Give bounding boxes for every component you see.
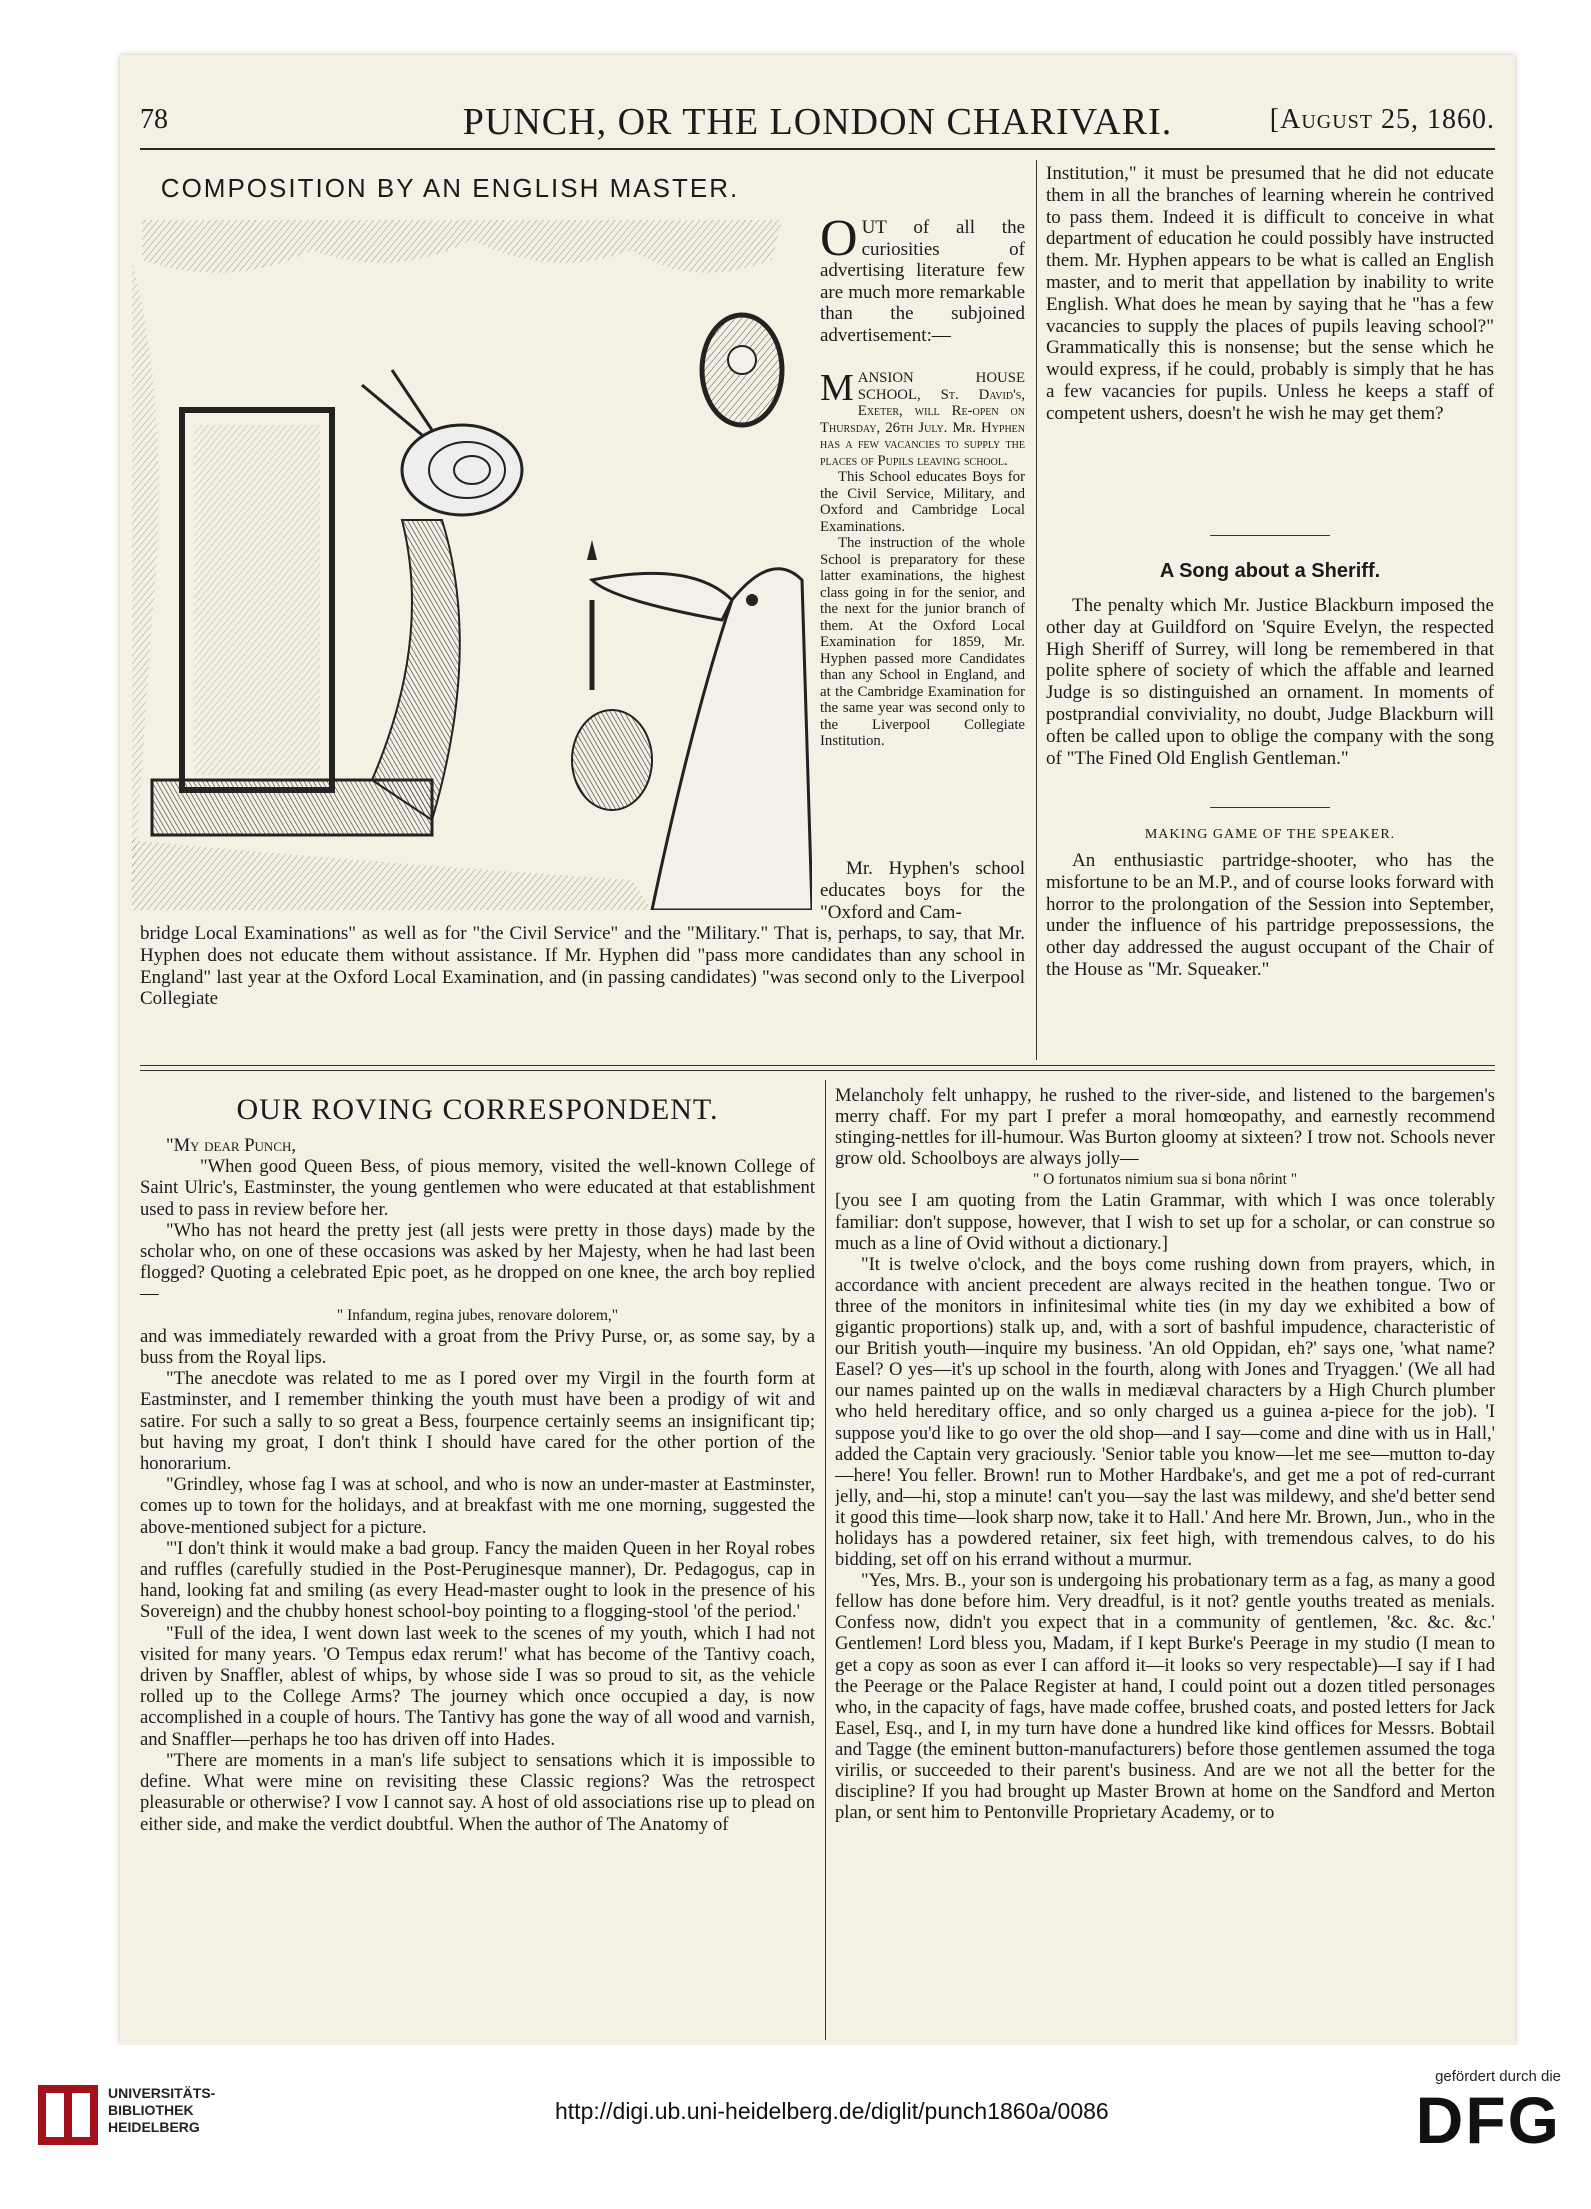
rule-song: [1210, 535, 1330, 536]
page-header: [140, 100, 1495, 150]
library-name-line2: BIBLIOTHEK: [108, 2102, 194, 2118]
dfg-block[interactable]: [1416, 2068, 1561, 2155]
speaker-text: An enthusiastic partridge-shooter, who has the misfortune to be an M.P., and of course looks forward with horror to the prolongation of the Session into September, under the influence of his partridge prepossessions, the other day addressed the august occupant of the Chair of the House as "Mr. Squeaker.": [1046, 850, 1494, 980]
roving-left-column: "My dear Punch, "When good Queen Bess, of pious memory, visited the well-known College of Saint Ulric's, Eastminster, the young gentlemen who were educated at that establishment used to pass in review before her. "Who has not heard the pretty jest (all jests were pretty in those days) made by the scholar who, on one of these occasions was asked by her Majesty, when he had last been flogged? Quoting a celebrated Epic poet, as he dropped on one knee, the arch boy replied— " Infandum, regina jubes, renovare dolorem," and was immediately rewarded with a groat from the Privy Purse, or, as some say, by a buss from the Royal lips. "The anecdote was related to me as I pored over my Virgil in the fourth form at Eastminster, and I remember thinking the youth must have been a prodigy of wit and satire. For such a sally to so great a Bess, fourpence certainly seems an insignificant tip; but having my groat, I don't think I should have cared for the other portion of the honorarium. "Grindley, whose fag I was at school, and who is now an under-master at Eastminster, comes up to town for the holidays, and at breakfast with me one morning, suggested the above-mentioned subject for a picture. "'I don't think it would make a bad group. Fancy the maiden Queen in her Royal robes and ruffles (carefully studied in the Post-Peruginesque manner), Dr. Pedagogus, cap in hand, looking fat and smiling (as every Head-master ought to look in the presence of his Sovereign) and the chubby honest school-boy pointing to a flogging-stool 'of the period.' "Full of the idea, I went down last week to the scenes of my youth, which I had not visited for many years. 'O Tempus edax rerum!' what has become of the Tantivy coach, driven by Snaffler, ablest of whips, by whose side I was so proud to sit, as the vehicle rolled up to the College Arms? The journey which once occupied a day, is now accomplished in a couple of hours. The Tantivy has gone the way of all wood and varnish, and Snaffler—perhaps he too has driven off into Hades. "There are moments in a man's life subject to sensations which it is impossible to define. What were mine on revisiting these Classic regions? Was the retrospect pleasurable or otherwise? I vow I cannot say. A host of old associations rise up to plead on either side, and make the verdict doubtful. When the author of The Anatomy of: [140, 1135, 815, 1835]
page-number: 78: [140, 104, 168, 135]
roving-right-column: Melancholy felt unhappy, he rushed to the river-side, and listened to the bargemen's merry chaff. For my part I prefer a moral homœopathy, and earnestly recommend stinging-nettles for ill-humour. Was Burton gloomy at sixteen? I trow not. Schools never grow old. Schoolboys are always jolly— " O fortunatos nimium sua si bona nôrint " [you see I am quoting from the Latin Grammar, with which I was once tolerably familiar: don't suppose, however, that I wish to set up for a scholar, or can construe so much as a line of Ovid without a dictionary.] "It is twelve o'clock, and the boys come rushing down from prayers, which, in accordance with ancient precedent are always recited in the heathen tongue. Two or three of the monitors in infinitesimal white ties (in my day we exhibited a bow of gigantic proportions) stalk up, and, with a sort of bashful impudence, characteristic of our British youth—inquire my business. 'An old Oppidan, eh?' says one, 'what name? Easel? O yes—it's up school in the fourth, along with Jones and Tryaggen.' (We all had our names painted up on the walls in mediæval characters by a High Church plumber who held hereditary office, and so only charged us a guinea a-piece for the job). 'I suppose you'd like to go over the old shop—and I say—come and dine with us in Hall,' added the Captain very graciously. 'Senior table you know—let me see—mutton to-day—here! You feller. Brown! run to Mother Hardbake's, and get me a pot of red-currant jelly, and—hi, stop a minute! can't you—say the last was mildewy, and she'd better send it good this time—look sharp now, take it to Hall.' And here Mr. Brown, Jun., who in the holidays has a powdered retainer, six feet high, with tremendous calves, to do his bidding, set off on his errand without a murmur. "Yes, Mrs. B., your son is undergoing his probationary term as a fag, as many a good fellow has done before him. Very dreadful, is it not? gentle youths treated as menials. Confess now, didn't you expect that in a community of gentlemen, '&c. &c. &c.' Gentlemen! Lord bless you, Madam, if I kept Burke's Peerage in my studio (I mean to get a copy as soon as ever I can afford it—it looks so very respectable)—I say if I had the Peerage or the Palace Register at hand, I could point out a dozen titled personages who, in the capacity of fags, have made coffee, brushed coats, and posted letters for Jack Easel, Esq., and I, in my turn have done a hundred like kind offices for Messrs. Bobtail and Tagge (the eminent button-manufacturers) before those gentlemen assumed the toga virilis, or succeeded to their parent's business. And are we not all the better for the discipline? If you had brought up Master Brown at home on the Sandford and Merton plan, or sent him to Pentonville Proprietary Academy, or to: [835, 1085, 1495, 1824]
scanned-page: [120, 55, 1515, 2045]
library-logo-block[interactable]: [38, 2085, 215, 2145]
dropcap-o: O: [820, 217, 858, 267]
dropcap-m: M: [820, 370, 854, 409]
column-divider-top: [1036, 160, 1037, 1060]
library-seal-icon: [38, 2085, 98, 2145]
speaker-heading: MAKING GAME OF THE SPEAKER.: [1144, 827, 1396, 842]
issue-date: [August 25, 1860.: [1269, 104, 1495, 135]
page-title: PUNCH, OR THE LONDON CHARIVARI.: [462, 101, 1173, 143]
composition-heading: COMPOSITION BY AN ENGLISH MASTER.: [160, 173, 740, 203]
section-divider: [140, 1065, 1495, 1066]
source-url-link[interactable]: http://digi.ub.uni-heidelberg.de/diglit/punch1860a/0086: [555, 2098, 1109, 2124]
song-heading: A Song about a Sheriff.: [1159, 560, 1381, 582]
composition-body-side: Mr. Hyphen's school educates boys for the "Oxford and Cam-: [820, 858, 1025, 923]
song-text: The penalty which Mr. Justice Blackburn imposed the other day at Guildford on 'Squire Evelyn, the respected High Sheriff of Surrey, will long be remembered in that polite sphere of society of which the affable and learned Judge is so distinguished an ornament. In moments of postprandial conviviality, no doubt, Judge Blackburn will often be called upon to oblige the company with the song of "The Fined Old English Gentleman.": [1046, 595, 1494, 769]
library-name-line3: HEIDELBERG: [108, 2119, 200, 2135]
library-name-line1: UNIVERSITÄTS-: [108, 2085, 216, 2101]
dfg-logo: DFG: [1415, 2083, 1561, 2157]
rule-speaker: [1210, 807, 1330, 808]
school-advertisement: MANSION HOUSE SCHOOL, St. David's, Exeter, will Re-open on Thursday, 26th July. Mr. Hyphen has a few vacancies to supply the places of Pupils leaving school. This School educates Boys for the Civil Service, Military, and Oxford and Cambridge Local Examinations. The instruction of the whole School is preparatory for these latter examinations, the highest class going in for the senior, and the next for the junior branch of them. At the Oxford Local Examination for 1859, Mr. Hyphen passed more Candidates than any School in England, and at the Cambridge Examination for the same year was second only to the Liverpool Collegiate Institution.: [820, 370, 1025, 749]
funded-by-label: gefördert durch die: [1435, 2068, 1561, 2085]
section-divider-2: [140, 1070, 1495, 1071]
column-divider-bottom: [825, 1080, 826, 2040]
viewer-footer: [0, 2045, 1591, 2209]
composition-body-full: bridge Local Examinations" as well as for "the Civil Service" and the "Military." That is, perhaps, to say, that Mr. Hyphen does not educate them without assistance. If Mr. Hyphen did "pass more candidates than any school in England" last year at the Oxford Local Examination, and (in passing candidates) "was second only to the Liverpool Collegiate: [140, 923, 1025, 1010]
composition-continuation: Institution," it must be presumed that he did not educate them in all the branches of learning wherein he contrived to pass them. Indeed it is difficult to conceive in what department of education he could possibly have instructed them. Mr. Hyphen appears to be what is called an English master, and to merit that appellation by inability to write English. What does he mean by saying that he "has a few vacancies to supply the places of pupils leaving school?" Grammatically this is nonsense; but the sense which he would express, if he could, probably is simply that he has a few vacancies for pupils. Unless he keeps a staff of competent ushers, doesn't he wish he may get them?: [1046, 163, 1494, 424]
roving-heading: OUR ROVING CORRESPONDENT.: [236, 1093, 719, 1126]
cartoon-illustration: [132, 220, 812, 910]
composition-intro: OUT of all the curiosities of advertising literature few are much more remarkable than the subjoined advertisement:—: [820, 217, 1025, 346]
